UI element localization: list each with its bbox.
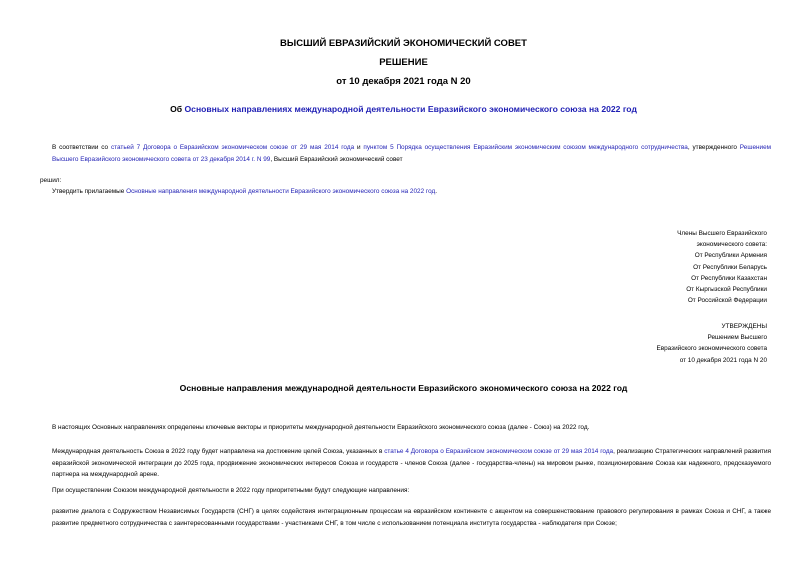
intro-text: и (354, 144, 364, 151)
members-title: Члены Высшего Евразийского (677, 230, 767, 237)
doc-type-heading: РЕШЕНИЕ (379, 57, 428, 68)
decision-99-link[interactable]: Решением Высшего Евразийского экономического совета от 23 декабря 2014 г. N 99 (52, 144, 772, 163)
members-title: экономического совета: (696, 241, 767, 249)
approve-text: Утвердить прилагаемые (52, 188, 127, 195)
member-russia: От Российской Федерации (687, 297, 767, 305)
section-paragraph-3: При осуществлении Союзом международной деятельности в 2022 году приоритетными будут следующие направления: (52, 487, 410, 494)
member-belarus: От Республики Беларусь (693, 263, 767, 271)
subject-link[interactable]: Основных направлениях международной деятельности Евразийского экономического союза на 2022 год (184, 104, 637, 114)
treaty-article4-link[interactable]: статье 4 Договора о Евразийском экономическом союзе от 29 мая 2014 года (384, 448, 614, 455)
approved-line: Решением Высшего (707, 334, 767, 342)
approved-block (656, 321, 767, 366)
section-text: Международная деятельность Союза в 2022 году будет направлена на достижение целей Союза, указанных в (52, 448, 385, 455)
approve-text: . (435, 188, 438, 195)
member-kazakhstan: От Республики Казахстан (691, 274, 767, 282)
council-heading: ВЫСШИЙ ЕВРАЗИЙСКИЙ ЭКОНОМИЧЕСКИЙ СОВЕТ (280, 38, 527, 49)
approved-line: от 10 декабря 2021 года N 20 (679, 356, 767, 364)
subject-heading (0, 104, 807, 114)
intro-paragraph (52, 142, 771, 165)
intro-text: , утвержденного (687, 144, 740, 151)
section-paragraph-4: развитие диалога с Содружеством Независимых Государств (СНГ) в целях содействия интеграционным процессам на евразийском континенте с акцентом на совершенствование правового регулирования в рамках Союза и СНГ, а также развитие предметного сотрудничества с заинтересованными государствами - участниками СНГ, в том числе с использованием потенциала института государства - наблюдателя при Союзе; (52, 508, 771, 527)
approved-label: УТВЕРЖДЕНЫ (721, 323, 767, 330)
members-signature-block (677, 228, 767, 306)
intro-text: В соответствии со (52, 144, 111, 151)
section-paragraph-1: В настоящих Основных направлениях определены ключевые векторы и приоритеты международной деятельности Евразийского экономического союза (далее - Союз) на 2022 год. (52, 424, 590, 431)
section-paragraph-2 (52, 446, 771, 481)
subject-prefix: Об (170, 104, 185, 114)
cooperation-order-link[interactable]: пунктом 5 Порядка осуществления Евразийским экономическим союзом международного сотрудничества (363, 144, 688, 151)
approved-line: Евразийского экономического совета (656, 345, 767, 353)
section-text: , реализацию Стратегических направлений развития евразийской экономической интеграции до 2025 года, продвижение экономических интересов Союза и государств - членов Союза (далее - государства-члены) на мировом рынке, позиционирование Союза как надежного, предсказуемого партнера на международной арене. (52, 448, 771, 478)
intro-text: , Высший Евразийский экономический совет (270, 155, 403, 163)
date-heading: от 10 декабря 2021 года N 20 (336, 76, 471, 87)
decided-label: решил: (40, 177, 62, 184)
main-directions-link[interactable]: Основные направления международной деятельности Евразийского экономического союза на 2022 год (126, 188, 436, 195)
member-kyrgyzstan: От Кыргызской Республики (686, 286, 767, 294)
approve-paragraph (52, 186, 771, 198)
section-title: Основные направления международной деятельности Евразийского экономического союза на 2022 год (179, 383, 628, 393)
member-armenia: От Республики Армения (694, 252, 767, 260)
treaty-article7-link[interactable]: статьей 7 Договора о Евразийском экономическом союзе от 29 мая 2014 года (110, 144, 355, 151)
